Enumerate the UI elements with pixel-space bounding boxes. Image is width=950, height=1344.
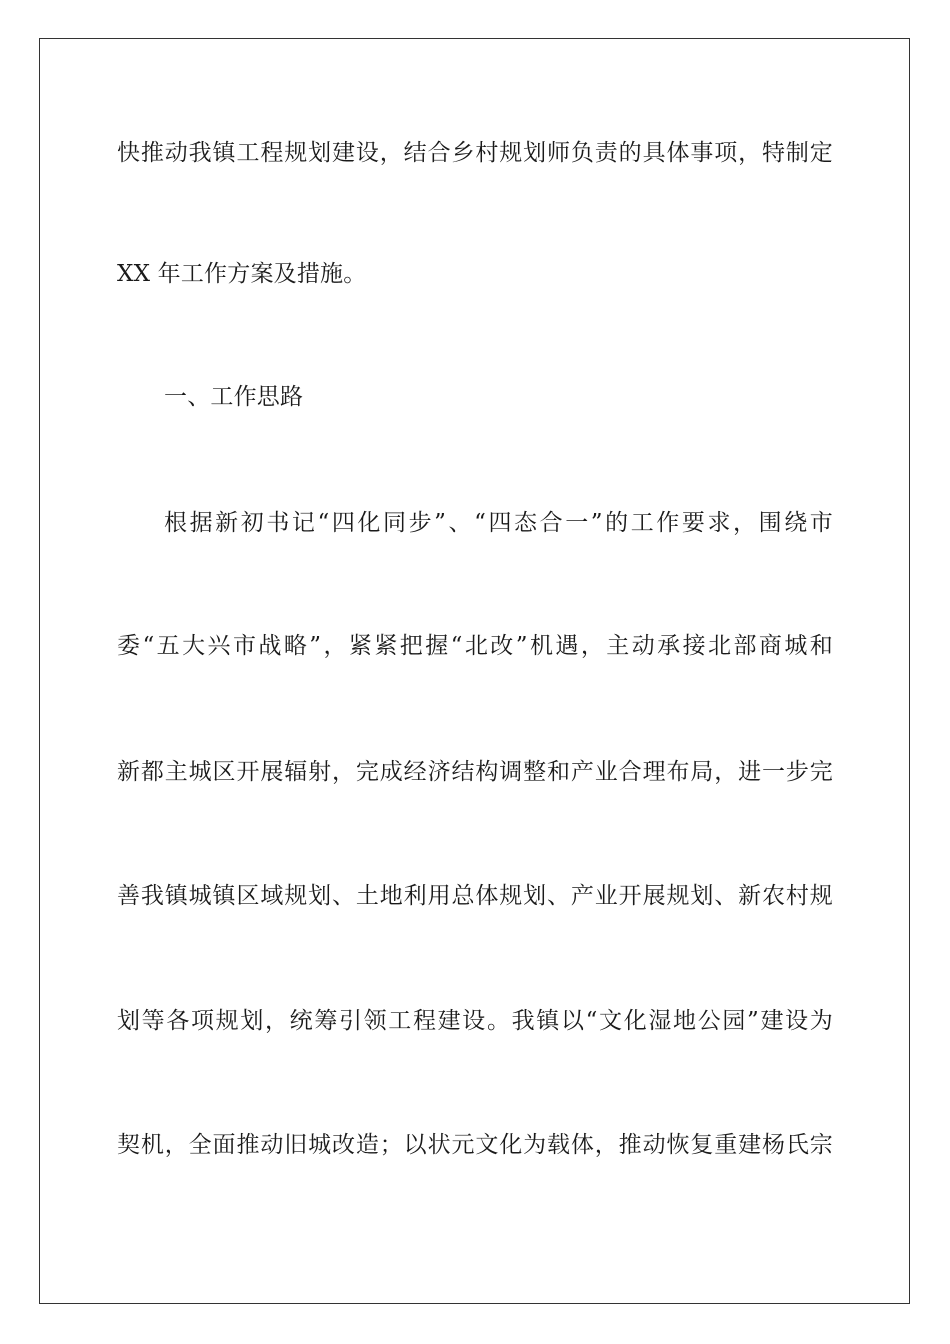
section-heading: 一、工作思路 (164, 384, 304, 410)
paragraph-line: 善我镇城镇区域规划、土地利用总体规划、产业开展规划、新农村规 (117, 883, 833, 909)
paragraph-line: 契机，全面推动旧城改造；以状元文化为载体，推动恢复重建杨氏宗 (117, 1132, 833, 1158)
page-border (39, 38, 910, 1304)
paragraph-line: 快推动我镇工程规划建设，结合乡村规划师负责的具体事项，特制定 (117, 140, 833, 166)
paragraph-line: 根据新初书记“四化同步”、“四态合一”的工作要求，围绕市 (164, 510, 833, 536)
paragraph-line: 划等各项规划，统筹引领工程建设。我镇以“文化湿地公园”建设为 (117, 1008, 833, 1034)
paragraph-line: 新都主城区开展辐射，完成经济结构调整和产业合理布局，进一步完 (117, 759, 833, 785)
paragraph-line: XX 年工作方案及措施。 (117, 261, 367, 287)
paragraph-line: 委“五大兴市战略”，紧紧把握“北改”机遇，主动承接北部商城和 (117, 633, 833, 659)
